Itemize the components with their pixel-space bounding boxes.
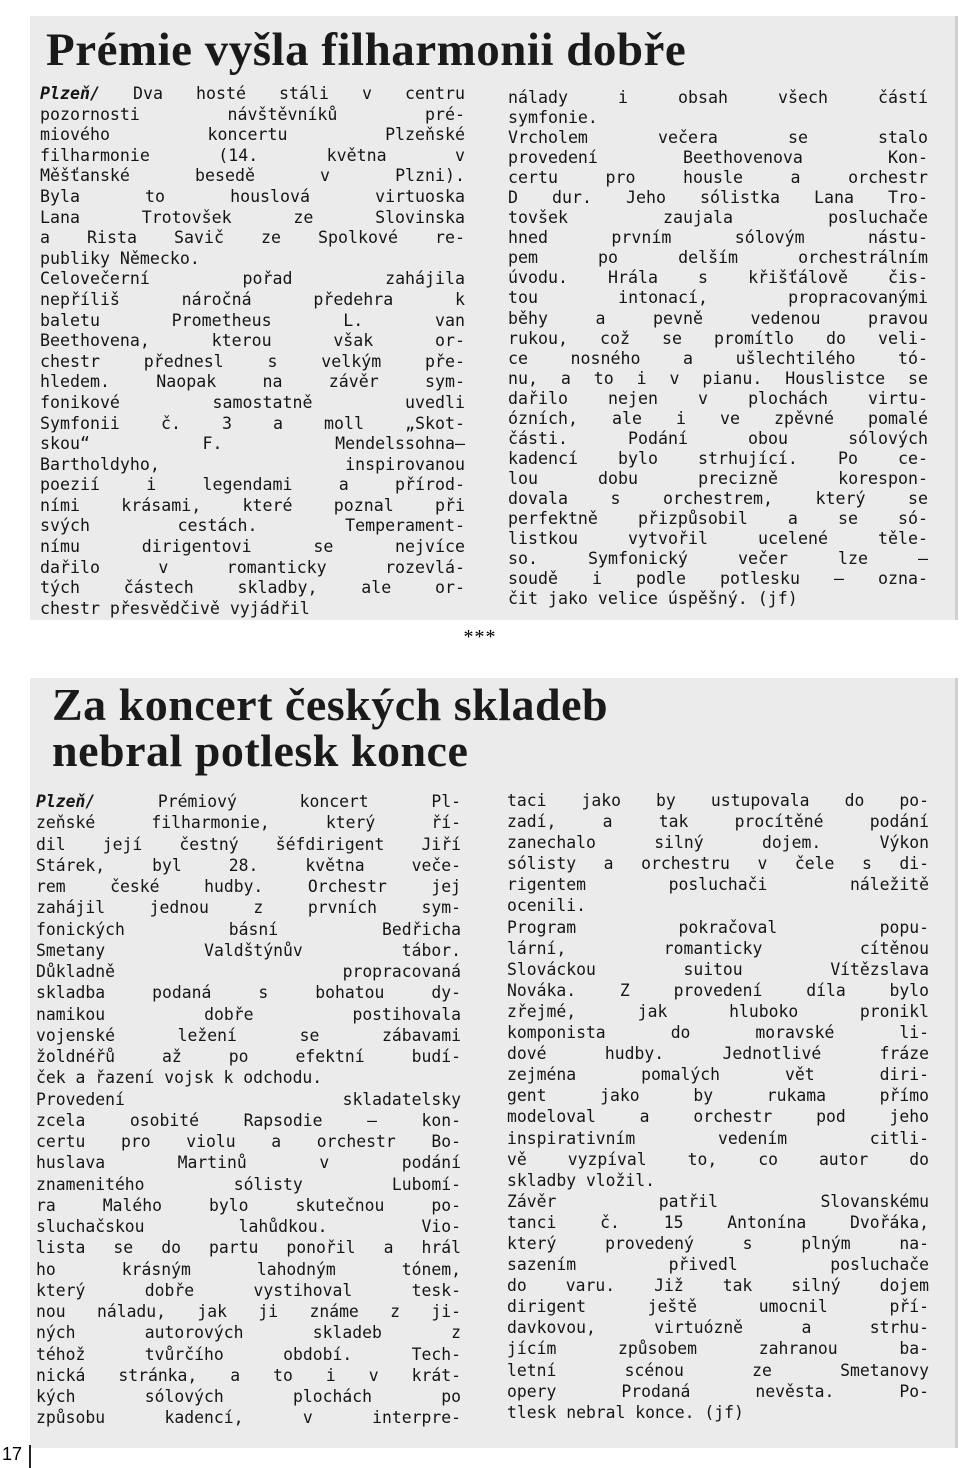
text-line-content: Dva hosté stáli v centru (99, 84, 465, 103)
text-line (36, 1089, 461, 1110)
text-line (36, 812, 461, 833)
text-line-content: taci jako by ustupovala do po- (507, 791, 929, 810)
text-line (36, 1365, 461, 1386)
page-number: 17 (2, 1444, 23, 1464)
text-line (36, 1407, 461, 1428)
text-line (507, 959, 929, 980)
text-line-content: hledem. Naopak na závěr sym- (40, 372, 465, 392)
text-line (40, 434, 465, 455)
text-line (40, 146, 465, 167)
text-line-content: části. Podání obou sólových (508, 428, 928, 448)
text-line-content: nálady i obsah všech částí (508, 88, 928, 107)
text-line-content: čit jako velice úspěšný. (jf) (508, 589, 798, 609)
text-line (40, 578, 465, 599)
text-line (508, 389, 928, 409)
text-line (508, 208, 928, 228)
text-line-content: opery Prodaná nevěsta. Po- (507, 1381, 929, 1401)
text-line (507, 1128, 929, 1149)
text-line-content: rigentem posluchači náležitě (507, 875, 929, 895)
text-line (36, 940, 461, 961)
text-line-content: gent jako by rukama přímo (507, 1086, 929, 1106)
text-line (507, 1233, 929, 1254)
text-line-content: Nováka. Z provedení díla bylo (507, 980, 929, 1000)
text-line-content: poezií i legendami a přírod- (40, 475, 465, 495)
article-2-headline-line-1: Za koncert českých skladeb (52, 679, 609, 730)
text-line (507, 1191, 929, 1212)
text-line-content: Provedení skladatelsky (36, 1089, 461, 1109)
text-line-content: ními krásami, které poznal při (40, 495, 465, 515)
text-line-content: skladby vložil. (507, 1170, 656, 1190)
text-line (36, 1067, 461, 1088)
text-line-content: nímu dirigentovi se nejvíce (40, 537, 465, 557)
text-line-content: soudě i podle potlesku – ozna- (508, 569, 928, 589)
text-line-content: Prémiový koncert Pl- (95, 792, 461, 811)
text-line-content: ho krásným lahodným tónem, (36, 1259, 461, 1279)
text-line-content: kadencí bylo strhující. Po ce- (508, 448, 928, 468)
text-line (36, 897, 461, 918)
text-line-content: Lana Trotovšek ze Slovinska (40, 207, 465, 227)
text-line (507, 874, 929, 895)
text-line-content: rukou, což se promítlo do veli- (508, 328, 928, 348)
text-line-content: so. Symfonický večer lze – (508, 549, 928, 569)
text-line (36, 1195, 461, 1216)
text-line-content: D dur. Jeho sólistka Lana Tro- (508, 188, 928, 208)
text-line-content: zeňské filharmonie, který ří- (36, 813, 461, 833)
text-line-content: zadí, a tak procítěné podání (507, 812, 929, 832)
text-line-content: vojenské ležení se zábavami (36, 1025, 461, 1045)
text-line (40, 496, 465, 517)
text-line (507, 790, 929, 811)
text-line (40, 208, 465, 229)
text-line-content: zejména pomalých vět diri- (507, 1065, 929, 1085)
text-line-content: zřejmé, jak hluboko pronikl (507, 1001, 929, 1021)
text-line (507, 1106, 929, 1127)
text-line (507, 811, 929, 832)
text-line (40, 290, 465, 311)
text-line (508, 108, 928, 128)
text-line-content: dil její čestný šéfdirigent Jiří (36, 834, 461, 854)
article-1-column-2 (508, 88, 928, 609)
text-line-content: pem po delším orchestrálním (508, 248, 928, 268)
text-line-content: žoldnéřů až po efektní budí- (36, 1047, 461, 1066)
text-line-content: Slováckou suitou Vítězslava (507, 959, 929, 979)
text-line (40, 516, 465, 537)
text-line-content: který dobře vystihoval tesk- (36, 1280, 461, 1300)
text-line-content: tanci č. 15 Antonína Dvořáka, (507, 1212, 929, 1232)
dateline-place: Plzeň/ (36, 792, 96, 811)
text-line (36, 961, 461, 982)
text-line-content: tou intonací, propracovanými (508, 288, 928, 308)
text-line-content: tovšek zaujala posluchače (508, 208, 928, 228)
text-line (507, 980, 929, 1001)
article-1-column-1 (40, 84, 465, 619)
text-line (36, 919, 461, 940)
text-line (508, 369, 928, 389)
text-line (508, 309, 928, 329)
text-line-content: Měšťanské besedě v Plzni). (40, 166, 465, 186)
text-line-content: do varu. Již tak silný dojem (507, 1276, 929, 1296)
text-line (40, 249, 465, 270)
text-line-content: nepříliš náročná předehra k (40, 289, 465, 309)
text-line (508, 168, 928, 188)
text-line-content: lou dobu precizně korespon- (508, 468, 928, 488)
text-line-content: nická stránka, a to i v krát- (36, 1365, 461, 1385)
text-line-content: ózních, ale i ve zpěvné pomalé (508, 408, 928, 428)
text-line (508, 148, 928, 168)
text-line-content: Důkladně propracovaná (36, 962, 461, 981)
text-line-content: dirigent ještě umocnil pří- (507, 1297, 929, 1317)
text-line (36, 1301, 461, 1322)
text-line (36, 1131, 461, 1152)
text-line-content: nu, a to i v pianu. Houslistce se (508, 368, 928, 388)
text-line (507, 1001, 929, 1022)
text-line-content: certu pro violu a orchestr Bo- (36, 1132, 461, 1151)
article-2-headline-line-2: nebral potlesk konce (52, 725, 469, 776)
text-line (508, 469, 928, 489)
text-line-content: vě vyzpíval to, co autor do (507, 1149, 929, 1169)
text-line (508, 449, 928, 469)
text-line-content: tých částech skladby, ale or- (40, 578, 465, 598)
text-line-content: filharmonie (14. května v (40, 145, 465, 165)
text-line-content: chestr přesvědčivě vyjádřil (40, 598, 310, 618)
text-line-content: Program pokračoval popu- (507, 917, 929, 937)
text-line-content: kých sólových plochách po (36, 1387, 461, 1406)
text-line (507, 1149, 929, 1170)
text-line (40, 269, 465, 290)
text-line-content: běhy a pevně vedenou pravou (508, 308, 928, 328)
text-line-content: chestr přednesl s velkým pře- (40, 351, 465, 371)
text-line (508, 288, 928, 308)
text-line (508, 589, 928, 609)
text-line-content: nou náladu, jak ji známe z ji- (36, 1302, 461, 1321)
text-line-content: skou“ F. Mendelssohna– (40, 434, 465, 454)
text-line-content: svých cestách. Temperament- (40, 516, 465, 536)
text-line-content: zanechalo silný dojem. Výkon (507, 833, 929, 853)
text-line (507, 1296, 929, 1317)
text-line (36, 1046, 461, 1067)
text-line (36, 1386, 461, 1407)
text-line-content: dovala s orchestrem, který se (508, 488, 928, 508)
text-line (508, 248, 928, 268)
text-line (507, 938, 929, 959)
text-line (40, 311, 465, 332)
text-line-content: komponista do moravské li- (507, 1023, 929, 1043)
section-separator: *** (463, 626, 497, 648)
text-line (40, 228, 465, 249)
text-line-content: jícím způsobem zahranou ba- (507, 1339, 929, 1359)
text-line-content: rem české hudby. Orchestr jej (36, 877, 461, 896)
text-line (36, 855, 461, 876)
text-line (36, 791, 461, 812)
text-line (40, 475, 465, 496)
text-line (508, 509, 928, 529)
text-line-content: dařilo v romanticky rozevlá- (40, 557, 465, 577)
text-line (507, 1360, 929, 1381)
text-line (507, 1064, 929, 1085)
text-line (507, 1381, 929, 1402)
text-line (508, 349, 928, 369)
text-line-content: namikou dobře postihovala (36, 1004, 461, 1024)
text-line (36, 1004, 461, 1025)
text-line-content: Smetany Valdštýnův tábor. (36, 940, 461, 960)
text-line-content: fonických básní Bedřicha (36, 919, 461, 939)
text-line (508, 228, 928, 248)
text-line (507, 1402, 929, 1423)
text-line (36, 1237, 461, 1258)
text-line-content: sluchačskou lahůdkou. Vio- (36, 1217, 461, 1236)
text-line-content: ček a řazení vojsk k odchodu. (36, 1068, 323, 1088)
text-line-content: hned prvním sólovým nástu- (508, 228, 928, 248)
text-line (508, 429, 928, 449)
newspaper-clipping-1 (30, 16, 958, 620)
article-2-column-2 (507, 790, 929, 1423)
text-line (36, 1259, 461, 1280)
text-line-content: Symfonii č. 3 a moll „Skot- (40, 413, 465, 433)
text-line-content: Bartholdyho, inspirovanou (40, 454, 465, 474)
text-line-content: lární, romanticky cítěnou (507, 938, 929, 958)
text-line (36, 1280, 461, 1301)
text-line-content: sazením přivedl posluchače (507, 1255, 929, 1275)
text-line (507, 1212, 929, 1233)
text-line (508, 409, 928, 429)
text-line (36, 1344, 461, 1365)
text-line (36, 1152, 461, 1173)
text-line (40, 125, 465, 146)
newspaper-clipping-2 (30, 678, 958, 1448)
text-line-content: tlesk nebral konce. (jf) (507, 1402, 744, 1422)
text-line (507, 1254, 929, 1275)
text-line-content: Celovečerní pořad zahájila (40, 269, 465, 289)
text-line (40, 393, 465, 414)
text-line-content: ce nosného a ušlechtilého tó- (508, 348, 928, 368)
text-line (36, 982, 461, 1003)
text-line-content: dařilo nejen v plochách virtu- (508, 388, 928, 408)
text-line (507, 1338, 929, 1359)
text-line (508, 529, 928, 549)
text-line (40, 105, 465, 126)
text-line (40, 166, 465, 187)
page-margin-line (29, 1445, 31, 1468)
text-line-content: zcela osobité Rapsodie – kon- (36, 1110, 461, 1130)
text-line (508, 489, 928, 509)
text-line (508, 128, 928, 148)
text-line-content: téhož tvůrčího období. Tech- (36, 1344, 461, 1364)
text-line (36, 834, 461, 855)
text-line-content: davkovou, virtuózně a strhu- (507, 1318, 929, 1338)
text-line (40, 455, 465, 476)
text-line (507, 832, 929, 853)
text-line (507, 1170, 929, 1191)
article-2-column-1 (36, 791, 461, 1429)
text-line-content: perfektně přizpůsobil a se só- (508, 508, 928, 528)
article-2-headline (52, 679, 945, 776)
text-line (40, 187, 465, 208)
text-line-content: který provedený s plným na- (507, 1233, 929, 1253)
text-line (508, 329, 928, 349)
text-line-content: fonikové samostatně uvedli (40, 392, 465, 412)
text-line (40, 352, 465, 373)
text-line (36, 1174, 461, 1195)
text-line-content: ocenili. (507, 896, 586, 916)
text-line (508, 569, 928, 589)
text-line (40, 331, 465, 352)
text-line-content: Beethovena, kterou však or- (40, 331, 465, 351)
text-line-content: a Rista Savič ze Spolkové re- (40, 228, 465, 248)
text-line (507, 853, 929, 874)
text-line (40, 558, 465, 579)
text-line-content: úvodu. Hrála s křišťálově čis- (508, 268, 928, 288)
text-line-content: certu pro housle a orchestr (508, 168, 928, 188)
text-line-content: skladba podaná s bohatou dy- (36, 983, 461, 1003)
text-line (507, 1085, 929, 1106)
text-line-content: Vrcholem večera se stalo (508, 128, 928, 148)
text-line-content: modeloval a orchestr pod jeho (507, 1107, 929, 1127)
text-line (507, 1022, 929, 1043)
text-line (508, 549, 928, 569)
article-1-headline: Prémie vyšla filharmonii dobře (46, 24, 687, 76)
text-line (36, 876, 461, 897)
text-line (507, 1275, 929, 1296)
text-line (507, 917, 929, 938)
text-line-content: inspirativním vedením citli- (507, 1128, 929, 1148)
text-line-content: dové hudby. Jednotlivé fráze (507, 1044, 929, 1064)
text-line (40, 414, 465, 435)
text-line-content: huslava Martinů v podání (36, 1153, 461, 1173)
text-line-content: provedení Beethovenova Kon- (508, 148, 928, 168)
text-line-content: Stárek, byl 28. května veče- (36, 855, 461, 875)
text-line-content: ných autorových skladeb z (36, 1323, 461, 1343)
text-line (507, 895, 929, 916)
text-line (40, 84, 465, 105)
text-line-content: listkou vytvořil ucelené těle- (508, 529, 928, 549)
text-line-content: miového koncertu Plzeňské (40, 125, 465, 145)
text-line (36, 1322, 461, 1343)
text-line (40, 537, 465, 558)
text-line-content: znamenitého sólisty Lubomí- (36, 1174, 461, 1194)
text-line (507, 1317, 929, 1338)
text-line (36, 1110, 461, 1131)
text-line-content: Závěr patřil Slovanskému (507, 1191, 929, 1211)
text-line-content: Byla to houslová virtuoska (40, 186, 465, 206)
dateline-place: Plzeň/ (40, 84, 100, 103)
text-line-content: letní scénou ze Smetanovy (507, 1360, 929, 1380)
text-line (36, 1216, 461, 1237)
text-line-content: sólisty a orchestru v čele s di- (507, 854, 929, 874)
text-line (508, 88, 928, 108)
text-line-content: baletu Prometheus L. van (40, 310, 465, 330)
text-line (40, 372, 465, 393)
text-line (40, 599, 465, 620)
text-line (508, 188, 928, 208)
text-line-content: lista se do partu ponořil a hrál (36, 1238, 461, 1258)
text-line (507, 1043, 929, 1064)
text-line-content: publiky Německo. (40, 248, 200, 268)
text-line-content: způsobu kadencí, v interpre- (36, 1408, 461, 1428)
text-line (508, 268, 928, 288)
text-line-content: pozornosti návštěvníků pré- (40, 104, 465, 124)
text-line-content: ra Malého bylo skutečnou po- (36, 1195, 461, 1215)
text-line-content: symfonie. (508, 108, 598, 128)
text-line-content: zahájil jednou z prvních sym- (36, 898, 461, 918)
text-line (36, 1025, 461, 1046)
